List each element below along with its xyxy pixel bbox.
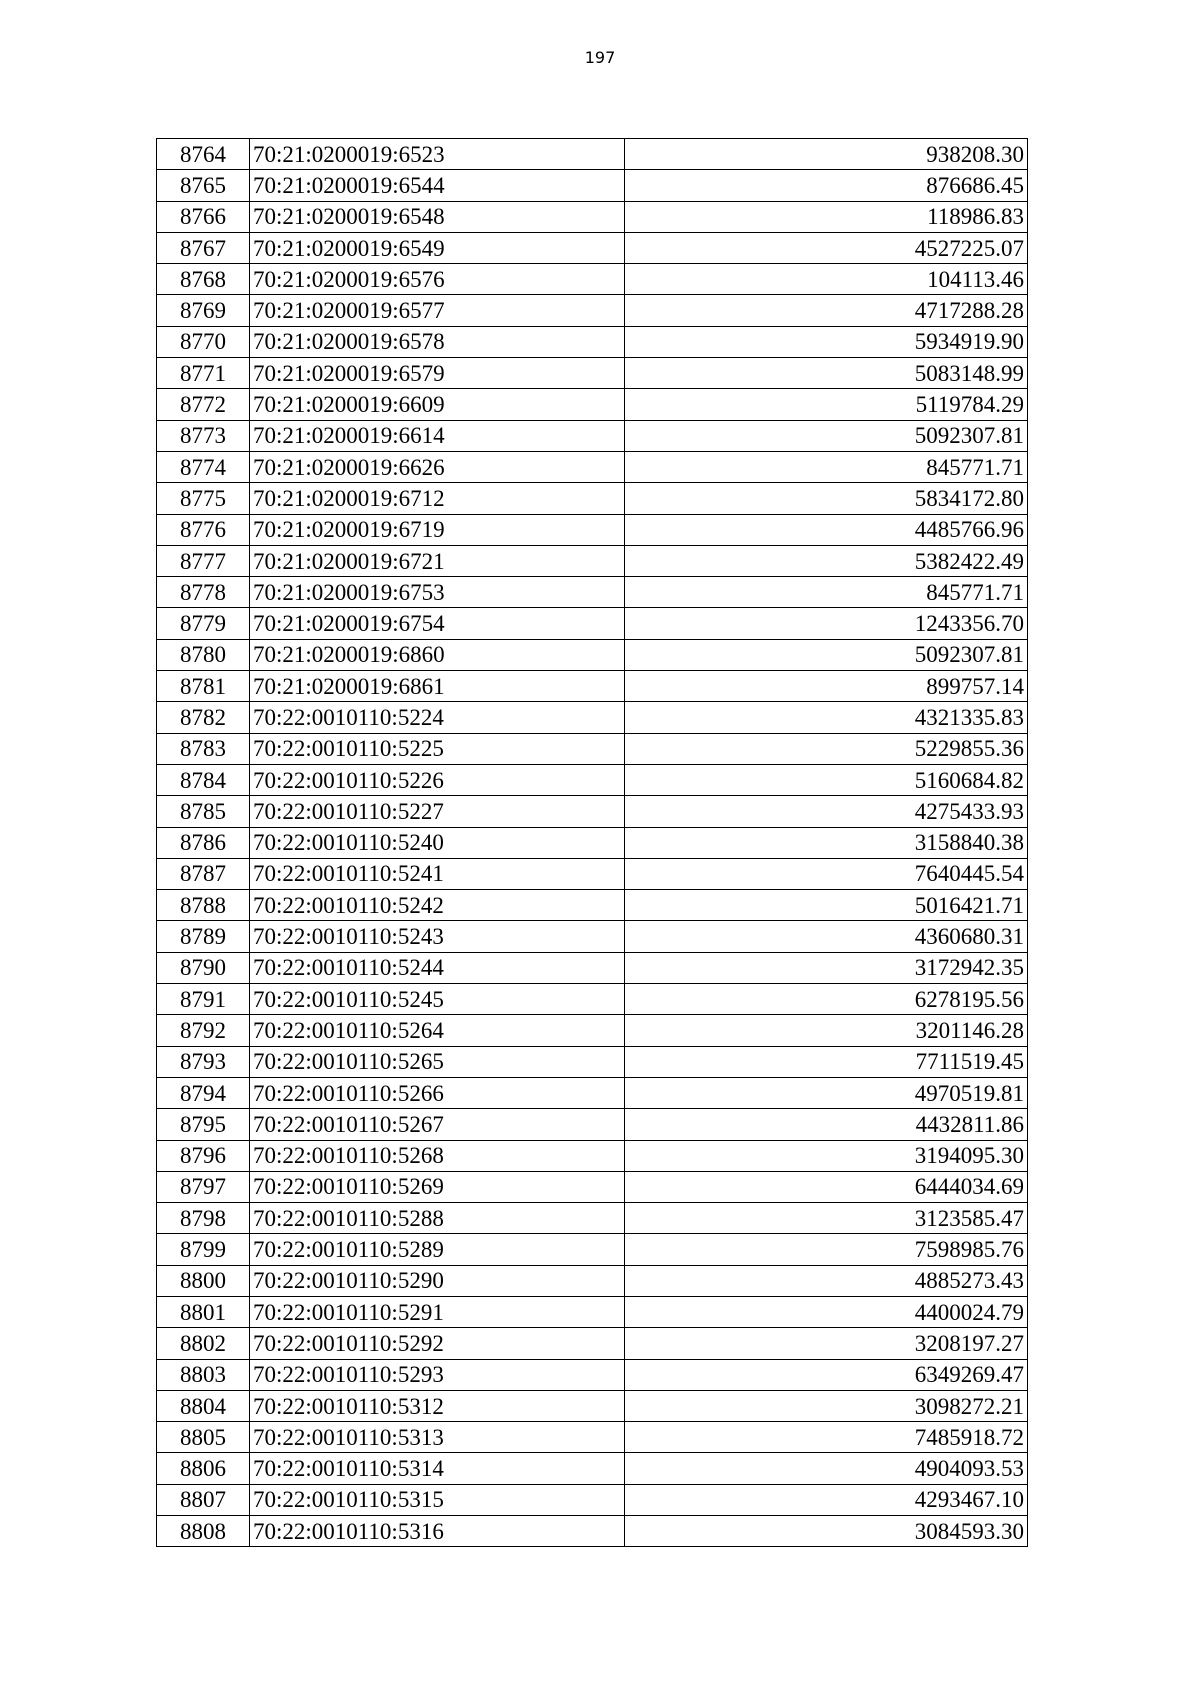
value-cell: 4321335.83 (625, 702, 1028, 733)
cadastral-number-cell: 70:22:0010110:5243 (250, 921, 625, 952)
table-row (157, 295, 1028, 326)
cadastral-number-cell: 70:21:0200019:6614 (250, 420, 625, 451)
table-row (157, 264, 1028, 295)
row-number-cell: 8791 (157, 984, 250, 1015)
row-number-cell: 8780 (157, 639, 250, 670)
cadastral-number-cell: 70:21:0200019:6576 (250, 264, 625, 295)
table-row (157, 389, 1028, 420)
value-cell: 876686.45 (625, 170, 1028, 201)
value-cell: 6278195.56 (625, 984, 1028, 1015)
table-body (157, 139, 1028, 1547)
table-row (157, 170, 1028, 201)
cadastral-number-cell: 70:21:0200019:6544 (250, 170, 625, 201)
value-cell: 4527225.07 (625, 232, 1028, 263)
table-row (157, 1046, 1028, 1077)
table-row (157, 1516, 1028, 1547)
row-number-cell: 8781 (157, 671, 250, 702)
value-cell: 5834172.80 (625, 483, 1028, 514)
page-number: 197 (584, 48, 616, 67)
table-row (157, 1171, 1028, 1202)
table-row (157, 858, 1028, 889)
cadastral-number-cell: 70:22:0010110:5268 (250, 1140, 625, 1171)
row-number-cell: 8802 (157, 1328, 250, 1359)
table-row (157, 890, 1028, 921)
value-cell: 3098272.21 (625, 1390, 1028, 1421)
table-row (157, 451, 1028, 482)
row-number-cell: 8793 (157, 1046, 250, 1077)
row-number-cell: 8803 (157, 1359, 250, 1390)
row-number-cell: 8766 (157, 201, 250, 232)
row-number-cell: 8784 (157, 764, 250, 795)
row-number-cell: 8779 (157, 608, 250, 639)
table-row (157, 1234, 1028, 1265)
cadastral-number-cell: 70:22:0010110:5241 (250, 858, 625, 889)
value-cell: 118986.83 (625, 201, 1028, 232)
row-number-cell: 8765 (157, 170, 250, 201)
row-number-cell: 8808 (157, 1516, 250, 1547)
table-row (157, 764, 1028, 795)
row-number-cell: 8804 (157, 1390, 250, 1421)
value-cell: 5160684.82 (625, 764, 1028, 795)
cadastral-number-cell: 70:21:0200019:6712 (250, 483, 625, 514)
cadastral-number-cell: 70:22:0010110:5315 (250, 1484, 625, 1515)
table-row (157, 1265, 1028, 1296)
cadastral-number-cell: 70:22:0010110:5240 (250, 827, 625, 858)
row-number-cell: 8790 (157, 952, 250, 983)
row-number-cell: 8768 (157, 264, 250, 295)
value-cell: 5083148.99 (625, 358, 1028, 389)
table-row (157, 1359, 1028, 1390)
row-number-cell: 8764 (157, 139, 250, 170)
cadastral-number-cell: 70:22:0010110:5292 (250, 1328, 625, 1359)
cadastral-number-cell: 70:21:0200019:6523 (250, 139, 625, 170)
value-cell: 6349269.47 (625, 1359, 1028, 1390)
cadastral-number-cell: 70:21:0200019:6578 (250, 326, 625, 357)
cadastral-number-cell: 70:21:0200019:6626 (250, 451, 625, 482)
value-cell: 7711519.45 (625, 1046, 1028, 1077)
cadastral-value-table (156, 138, 1028, 1547)
row-number-cell: 8799 (157, 1234, 250, 1265)
value-cell: 4885273.43 (625, 1265, 1028, 1296)
table-row (157, 984, 1028, 1015)
value-cell: 4293467.10 (625, 1484, 1028, 1515)
row-number-cell: 8773 (157, 420, 250, 451)
row-number-cell: 8797 (157, 1171, 250, 1202)
value-cell: 6444034.69 (625, 1171, 1028, 1202)
cadastral-number-cell: 70:22:0010110:5267 (250, 1109, 625, 1140)
cadastral-number-cell: 70:22:0010110:5264 (250, 1015, 625, 1046)
cadastral-number-cell: 70:22:0010110:5244 (250, 952, 625, 983)
table-row (157, 326, 1028, 357)
row-number-cell: 8778 (157, 577, 250, 608)
table-row (157, 1328, 1028, 1359)
value-cell: 3123585.47 (625, 1203, 1028, 1234)
cadastral-number-cell: 70:22:0010110:5269 (250, 1171, 625, 1202)
value-cell: 3084593.30 (625, 1516, 1028, 1547)
row-number-cell: 8800 (157, 1265, 250, 1296)
cadastral-number-cell: 70:22:0010110:5316 (250, 1516, 625, 1547)
value-cell: 5016421.71 (625, 890, 1028, 921)
row-number-cell: 8787 (157, 858, 250, 889)
cadastral-number-cell: 70:21:0200019:6548 (250, 201, 625, 232)
row-number-cell: 8801 (157, 1296, 250, 1327)
cadastral-number-cell: 70:21:0200019:6719 (250, 514, 625, 545)
cadastral-number-cell: 70:22:0010110:5313 (250, 1422, 625, 1453)
cadastral-number-cell: 70:22:0010110:5312 (250, 1390, 625, 1421)
value-cell: 4717288.28 (625, 295, 1028, 326)
table-row (157, 139, 1028, 170)
value-cell: 3172942.35 (625, 952, 1028, 983)
row-number-cell: 8769 (157, 295, 250, 326)
row-number-cell: 8770 (157, 326, 250, 357)
row-number-cell: 8789 (157, 921, 250, 952)
row-number-cell: 8777 (157, 545, 250, 576)
cadastral-number-cell: 70:22:0010110:5245 (250, 984, 625, 1015)
table-row (157, 827, 1028, 858)
value-cell: 3158840.38 (625, 827, 1028, 858)
cadastral-number-cell: 70:22:0010110:5225 (250, 733, 625, 764)
cadastral-number-cell: 70:22:0010110:5289 (250, 1234, 625, 1265)
table-row (157, 921, 1028, 952)
table-row (157, 1484, 1028, 1515)
row-number-cell: 8796 (157, 1140, 250, 1171)
table-row (157, 1390, 1028, 1421)
value-cell: 845771.71 (625, 577, 1028, 608)
table-row (157, 1077, 1028, 1108)
row-number-cell: 8786 (157, 827, 250, 858)
value-cell: 104113.46 (625, 264, 1028, 295)
value-cell: 938208.30 (625, 139, 1028, 170)
value-cell: 845771.71 (625, 451, 1028, 482)
value-cell: 5092307.81 (625, 639, 1028, 670)
table-row (157, 702, 1028, 733)
row-number-cell: 8772 (157, 389, 250, 420)
table-row (157, 358, 1028, 389)
cadastral-number-cell: 70:21:0200019:6721 (250, 545, 625, 576)
row-number-cell: 8776 (157, 514, 250, 545)
value-cell: 4970519.81 (625, 1077, 1028, 1108)
table-row (157, 577, 1028, 608)
table-row (157, 1109, 1028, 1140)
value-cell: 4360680.31 (625, 921, 1028, 952)
cadastral-number-cell: 70:22:0010110:5265 (250, 1046, 625, 1077)
value-cell: 5119784.29 (625, 389, 1028, 420)
cadastral-number-cell: 70:22:0010110:5290 (250, 1265, 625, 1296)
row-number-cell: 8805 (157, 1422, 250, 1453)
row-number-cell: 8792 (157, 1015, 250, 1046)
table-row (157, 1422, 1028, 1453)
row-number-cell: 8807 (157, 1484, 250, 1515)
value-cell: 4275433.93 (625, 796, 1028, 827)
cadastral-number-cell: 70:22:0010110:5291 (250, 1296, 625, 1327)
table-row (157, 796, 1028, 827)
cadastral-number-cell: 70:22:0010110:5288 (250, 1203, 625, 1234)
cadastral-number-cell: 70:21:0200019:6754 (250, 608, 625, 639)
row-number-cell: 8782 (157, 702, 250, 733)
cadastral-number-cell: 70:22:0010110:5293 (250, 1359, 625, 1390)
value-cell: 5934919.90 (625, 326, 1028, 357)
row-number-cell: 8785 (157, 796, 250, 827)
table-row (157, 514, 1028, 545)
table-row (157, 733, 1028, 764)
value-cell: 4904093.53 (625, 1453, 1028, 1484)
cadastral-number-cell: 70:21:0200019:6753 (250, 577, 625, 608)
table-row (157, 232, 1028, 263)
value-cell: 3208197.27 (625, 1328, 1028, 1359)
table-row (157, 1140, 1028, 1171)
value-cell: 5229855.36 (625, 733, 1028, 764)
value-cell: 4432811.86 (625, 1109, 1028, 1140)
cadastral-number-cell: 70:21:0200019:6861 (250, 671, 625, 702)
row-number-cell: 8767 (157, 232, 250, 263)
value-cell: 5092307.81 (625, 420, 1028, 451)
table-row (157, 545, 1028, 576)
cadastral-number-cell: 70:21:0200019:6577 (250, 295, 625, 326)
table-row (157, 1296, 1028, 1327)
cadastral-number-cell: 70:22:0010110:5226 (250, 764, 625, 795)
value-cell: 7485918.72 (625, 1422, 1028, 1453)
row-number-cell: 8794 (157, 1077, 250, 1108)
table-row (157, 201, 1028, 232)
row-number-cell: 8798 (157, 1203, 250, 1234)
cadastral-number-cell: 70:21:0200019:6609 (250, 389, 625, 420)
cadastral-number-cell: 70:22:0010110:5266 (250, 1077, 625, 1108)
value-cell: 899757.14 (625, 671, 1028, 702)
value-cell: 4485766.96 (625, 514, 1028, 545)
row-number-cell: 8788 (157, 890, 250, 921)
cadastral-number-cell: 70:21:0200019:6549 (250, 232, 625, 263)
value-cell: 7598985.76 (625, 1234, 1028, 1265)
table-row (157, 671, 1028, 702)
value-cell: 1243356.70 (625, 608, 1028, 639)
cadastral-number-cell: 70:22:0010110:5242 (250, 890, 625, 921)
row-number-cell: 8806 (157, 1453, 250, 1484)
table-row (157, 483, 1028, 514)
cadastral-number-cell: 70:21:0200019:6579 (250, 358, 625, 389)
table-row (157, 639, 1028, 670)
row-number-cell: 8774 (157, 451, 250, 482)
table-row (157, 1203, 1028, 1234)
cadastral-number-cell: 70:22:0010110:5314 (250, 1453, 625, 1484)
table-row (157, 1015, 1028, 1046)
value-cell: 4400024.79 (625, 1296, 1028, 1327)
cadastral-number-cell: 70:22:0010110:5227 (250, 796, 625, 827)
value-cell: 5382422.49 (625, 545, 1028, 576)
table-row (157, 608, 1028, 639)
row-number-cell: 8783 (157, 733, 250, 764)
value-cell: 3201146.28 (625, 1015, 1028, 1046)
value-cell: 7640445.54 (625, 858, 1028, 889)
cadastral-number-cell: 70:21:0200019:6860 (250, 639, 625, 670)
table-row (157, 952, 1028, 983)
row-number-cell: 8775 (157, 483, 250, 514)
table-row (157, 420, 1028, 451)
row-number-cell: 8795 (157, 1109, 250, 1140)
row-number-cell: 8771 (157, 358, 250, 389)
value-cell: 3194095.30 (625, 1140, 1028, 1171)
cadastral-number-cell: 70:22:0010110:5224 (250, 702, 625, 733)
table-row (157, 1453, 1028, 1484)
